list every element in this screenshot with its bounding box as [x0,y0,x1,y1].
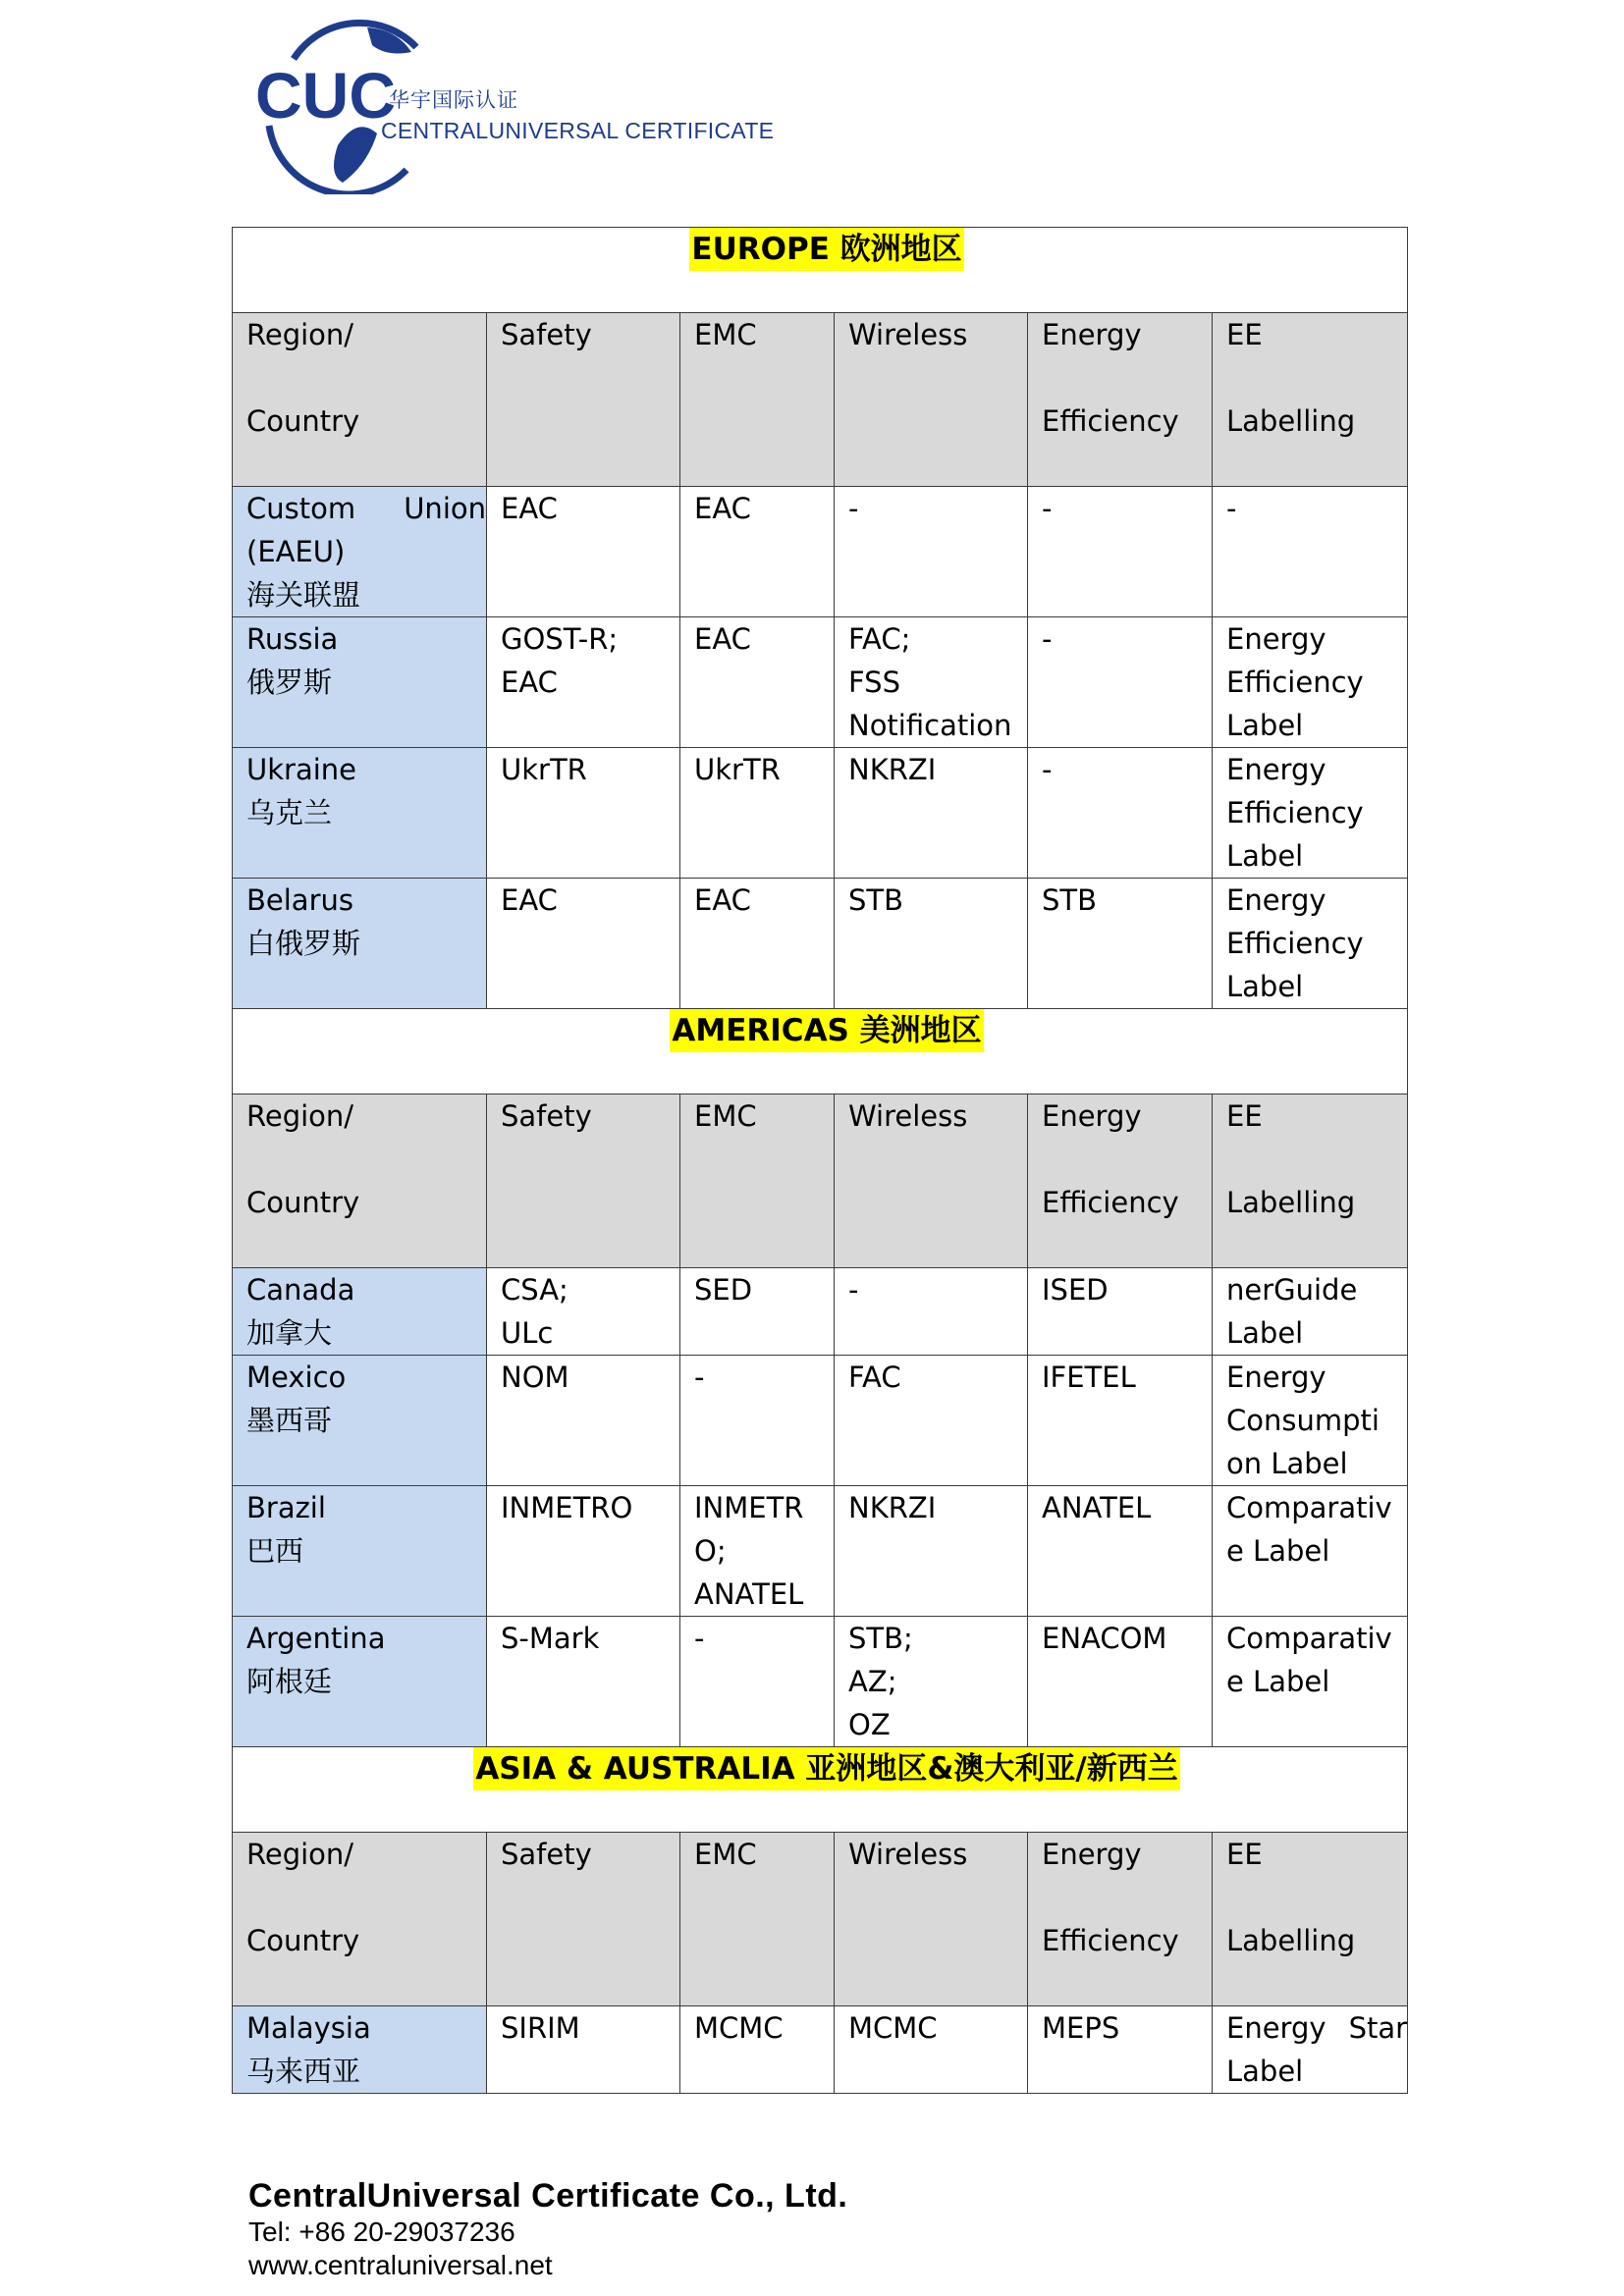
column-header-text: EE [1226,1099,1263,1133]
column-header-text: Labelling [1226,1924,1356,1957]
country-cell [233,1617,487,1747]
ee-value: e Label [1226,1665,1330,1698]
safety-value: EAC [501,666,558,699]
energy-value: - [1042,622,1053,656]
energy-cell [1028,1356,1213,1486]
table-row [233,617,1408,748]
table-row [233,487,1408,617]
wireless-cell [835,1356,1028,1486]
country-name: Ukraine [246,753,356,786]
footer-company: CentralUniversal Certificate Co., Ltd. [248,2177,848,2215]
country-cell [233,617,487,748]
safety-value: GOST-R; [501,622,619,656]
wireless-value: NKRZI [848,753,937,786]
energy-cell [1028,487,1213,617]
column-header-text: EE [1226,1838,1263,1871]
section-title-cell [233,1747,1408,1833]
ee-value: on Label [1226,1447,1348,1480]
wireless-value: FAC [848,1361,901,1394]
wireless-value: STB; [848,1622,913,1655]
energy-value: ISED [1042,1273,1109,1307]
country-name: 马来西亚 [246,2055,361,2088]
ee-value: Efficiency [1226,927,1364,960]
logo-en-text: CENTRALUNIVERSAL CERTIFICATE [381,118,775,143]
emc-value: ANATEL [694,1577,804,1611]
ee-value: Energy [1226,622,1326,656]
energy-cell [1028,617,1213,748]
energy-cell [1028,1268,1213,1356]
wireless-value: Notification [848,709,1012,742]
wireless-value: MCMC [848,2011,938,2045]
wireless-value: - [848,1273,859,1307]
safety-cell [487,1486,680,1617]
column-header-text: Region/ [246,1099,354,1133]
country-name: 加拿大 [246,1316,333,1350]
country-name: 巴西 [246,1534,304,1568]
wireless-value: STB [848,883,904,917]
wireless-value: AZ; [848,1665,897,1698]
column-header-text: EMC [694,1099,757,1133]
column-header-safety [487,1833,680,2006]
country-name: Russia [246,622,339,656]
ee-cell [1213,617,1408,748]
emc-cell [680,1617,835,1747]
safety-value: S-Mark [501,1622,600,1655]
country-cell [233,1486,487,1617]
wireless-value: OZ [848,1708,891,1741]
column-header-text: EE [1226,318,1263,351]
emc-value: INMETR [694,1491,804,1524]
ee-cell [1213,1617,1408,1747]
safety-cell [487,487,680,617]
column-header-safety [487,1095,680,1268]
column-header-wireless [835,1833,1028,2006]
section-title: ASIA & AUSTRALIA 亚洲地区&澳大利亚/新西兰 [473,1747,1179,1790]
footer-website: www.centraluniversal.net [248,2250,553,2280]
country-name: Custom Union [246,492,486,525]
energy-value: - [1042,753,1053,786]
emc-value: - [694,1622,705,1655]
ee-value: Consumpti [1226,1404,1380,1437]
column-header-region [233,313,487,487]
emc-value: MCMC [694,2011,784,2045]
ee-value: Label [1226,2055,1304,2088]
emc-cell [680,2006,835,2094]
column-header-text: Safety [501,1099,592,1133]
energy-value: ENACOM [1042,1622,1167,1655]
certification-table [232,227,1408,2094]
wireless-value: FSS [848,666,900,699]
country-name: 白俄罗斯 [246,927,361,960]
column-header-row [233,313,1408,487]
country-name: Belarus [246,883,353,917]
country-name: Argentina [246,1622,386,1655]
safety-cell [487,1356,680,1486]
country-name: 海关联盟 [246,578,361,612]
emc-value: EAC [694,883,751,917]
ee-value: Energy [1226,883,1326,917]
energy-value: IFETEL [1042,1361,1136,1394]
column-header-row [233,1095,1408,1268]
country-name: (EAEU) [246,535,346,568]
safety-value: UkrTR [501,753,587,786]
column-header-energy-efficiency [1028,1095,1213,1268]
column-header-text: Country [246,1186,360,1219]
footer [248,2177,847,2282]
energy-cell [1028,879,1213,1009]
company-logo [249,8,775,194]
safety-cell [487,617,680,748]
safety-value: CSA; [501,1273,568,1307]
column-header-text: Labelling [1226,404,1356,438]
column-header-energy-efficiency [1028,1833,1213,2006]
column-header-text: EMC [694,318,757,351]
country-cell [233,1268,487,1356]
column-header-text: Wireless [848,1838,968,1871]
section-title: AMERICAS 美洲地区 [670,1009,983,1052]
column-header-wireless [835,1095,1028,1268]
logo-cn-text: 华宇国际认证 [389,88,518,112]
country-name: 俄罗斯 [246,666,333,699]
wireless-cell [835,879,1028,1009]
country-name: Brazil [246,1491,326,1524]
emc-value: EAC [694,492,751,525]
column-header-text: Energy [1042,318,1142,351]
column-header-text: EMC [694,1838,757,1871]
country-name: 墨西哥 [246,1404,333,1437]
wireless-cell [835,617,1028,748]
wireless-cell [835,748,1028,879]
logo-mark-text: CUC [255,59,396,132]
wireless-cell [835,1486,1028,1617]
column-header-region [233,1095,487,1268]
column-header-emc [680,1833,835,2006]
country-cell [233,487,487,617]
ee-cell [1213,879,1408,1009]
ee-cell [1213,748,1408,879]
section-header-row [233,1009,1408,1095]
section-header-row [233,228,1408,313]
ee-value: Comparativ [1226,1622,1392,1655]
column-header-text: Country [246,1924,360,1957]
table-row [233,748,1408,879]
column-header-text: Region/ [246,318,354,351]
column-header-text: Safety [501,1838,592,1871]
column-header-ee-labelling [1213,1833,1408,2006]
section-title-cell [233,228,1408,313]
ee-value: Efficiency [1226,666,1364,699]
ee-value: Label [1226,1316,1304,1350]
country-name: Canada [246,1273,355,1307]
country-cell [233,2006,487,2094]
column-header-ee-labelling [1213,1095,1408,1268]
emc-cell [680,1268,835,1356]
energy-cell [1028,1486,1213,1617]
table-row [233,1617,1408,1747]
safety-cell [487,1617,680,1747]
section-title: EUROPE 欧洲地区 [689,228,963,271]
ee-value: Energy [1226,1361,1326,1394]
column-header-emc [680,1095,835,1268]
column-header-text: Labelling [1226,1186,1356,1219]
energy-cell [1028,748,1213,879]
table-row [233,2006,1408,2094]
ee-value: nerGuide [1226,1273,1358,1307]
column-header-row [233,1833,1408,2006]
column-header-text: Wireless [848,318,968,351]
column-header-text: Safety [501,318,592,351]
ee-cell [1213,1356,1408,1486]
country-name: Malaysia [246,2011,371,2045]
emc-value: SED [694,1273,753,1307]
country-name: 阿根廷 [246,1665,333,1698]
column-header-text: Wireless [848,1099,968,1133]
ee-value: Label [1226,839,1304,873]
safety-cell [487,2006,680,2094]
safety-value: EAC [501,492,558,525]
footer-tel: Tel: +86 20-29037236 [248,2216,515,2247]
column-header-safety [487,313,680,487]
table-row [233,879,1408,1009]
energy-cell [1028,1617,1213,1747]
ee-cell [1213,1486,1408,1617]
column-header-text: Country [246,404,360,438]
emc-value: UkrTR [694,753,781,786]
column-header-region [233,1833,487,2006]
ee-cell [1213,487,1408,617]
energy-value: MEPS [1042,2011,1120,2045]
column-header-text: Energy [1042,1838,1142,1871]
safety-value: INMETRO [501,1491,633,1524]
country-cell [233,748,487,879]
emc-value: EAC [694,622,751,656]
ee-cell [1213,1268,1408,1356]
energy-cell [1028,2006,1213,2094]
ee-value: Label [1226,709,1304,742]
emc-cell [680,879,835,1009]
column-header-text: Efficiency [1042,404,1179,438]
energy-value: STB [1042,883,1098,917]
column-header-text: Efficiency [1042,1186,1179,1219]
emc-cell [680,748,835,879]
wireless-cell [835,1617,1028,1747]
column-header-text: Energy [1042,1099,1142,1133]
section-title-cell [233,1009,1408,1095]
column-header-wireless [835,313,1028,487]
column-header-energy-efficiency [1028,313,1213,487]
safety-cell [487,748,680,879]
emc-cell [680,617,835,748]
ee-cell [1213,2006,1408,2094]
column-header-text: Efficiency [1042,1924,1179,1957]
country-name: 乌克兰 [246,796,333,829]
ee-value: Efficiency [1226,796,1364,829]
table-row [233,1486,1408,1617]
safety-value: EAC [501,883,558,917]
wireless-cell [835,487,1028,617]
ee-value: Label [1226,970,1304,1003]
safety-cell [487,1268,680,1356]
column-header-ee-labelling [1213,313,1408,487]
energy-value: ANATEL [1042,1491,1152,1524]
emc-value: - [694,1361,705,1394]
ee-value: Energy Star [1226,2011,1408,2045]
safety-value: SIRIM [501,2011,580,2045]
column-header-text: Region/ [246,1838,354,1871]
emc-cell [680,487,835,617]
emc-cell [680,1356,835,1486]
ee-value: - [1226,492,1237,525]
safety-value: NOM [501,1361,569,1394]
column-header-emc [680,313,835,487]
wireless-value: NKRZI [848,1491,937,1524]
table-row [233,1268,1408,1356]
ee-value: Comparativ [1226,1491,1392,1524]
wireless-cell [835,1268,1028,1356]
country-name: Mexico [246,1361,347,1394]
emc-value: O; [694,1534,727,1568]
country-cell [233,1356,487,1486]
wireless-cell [835,2006,1028,2094]
country-cell [233,879,487,1009]
wireless-value: FAC; [848,622,911,656]
section-header-row [233,1747,1408,1833]
ee-value: Energy [1226,753,1326,786]
emc-cell [680,1486,835,1617]
safety-value: ULc [501,1316,554,1350]
table-row [233,1356,1408,1486]
ee-value: e Label [1226,1534,1330,1568]
wireless-value: - [848,492,859,525]
energy-value: - [1042,492,1053,525]
safety-cell [487,879,680,1009]
